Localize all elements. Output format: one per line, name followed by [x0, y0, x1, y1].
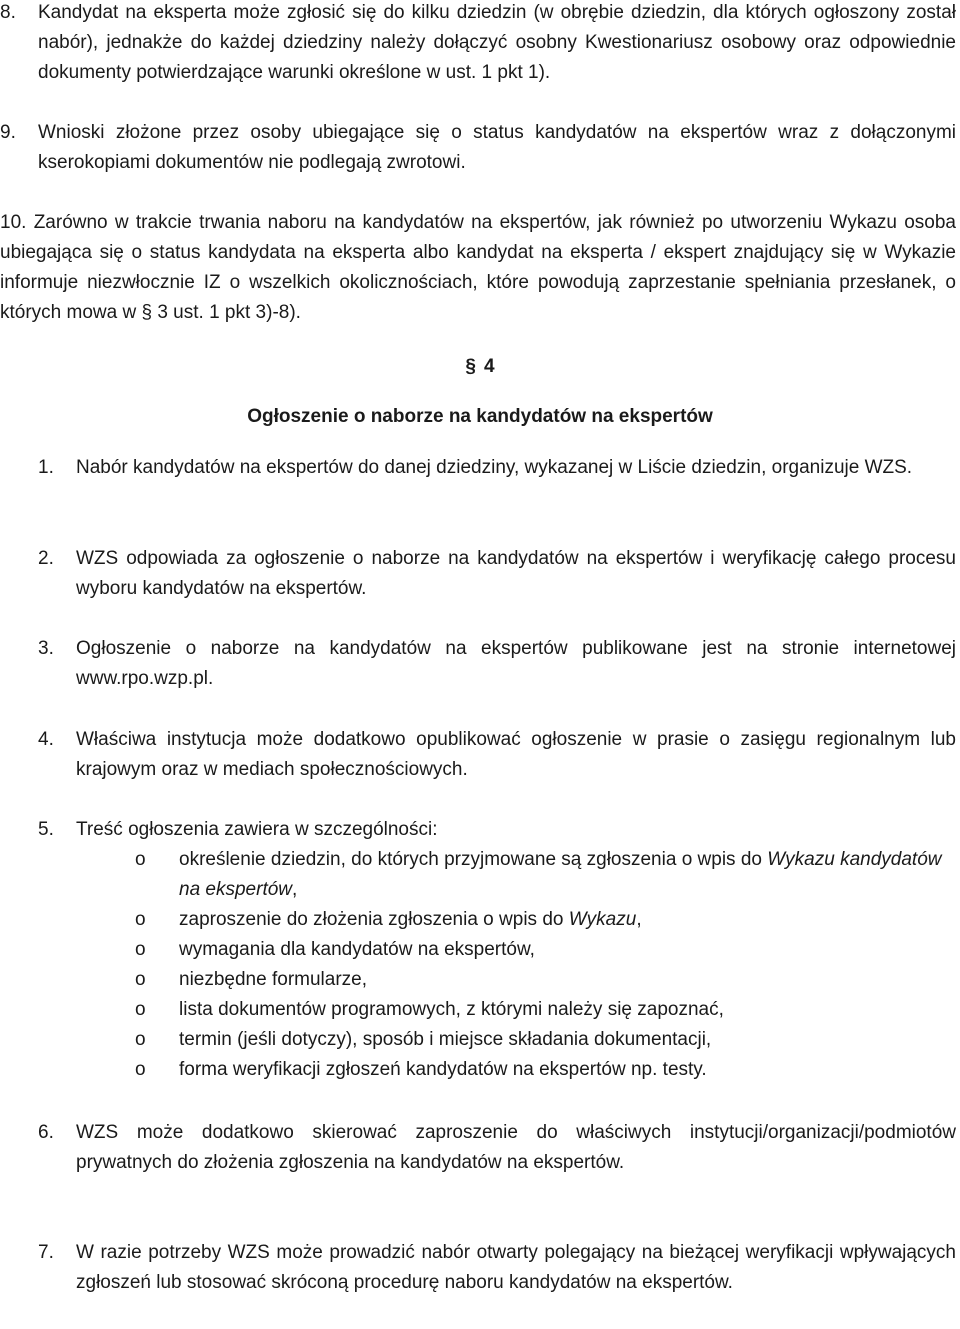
bullet-marker: o	[135, 999, 146, 1020]
bullet-marker: o	[135, 1029, 146, 1050]
list-item-text: Właściwa instytucja może dodatkowo opublikować ogłoszenie w prasie o zasięgu regionalnym lub krajowym oraz w mediach społecznościowych.	[76, 729, 956, 780]
list-item-number: 3.	[38, 638, 54, 659]
list-item-number: 7.	[38, 1242, 54, 1263]
bullet-text: wymagania dla kandydatów na ekspertów,	[179, 939, 535, 960]
list-item-text: W razie potrzeby WZS może prowadzić nabór otwarty polegający na bieżącej weryfikacji wpływających zgłoszeń lub stosować skróconą procedurę naboru kandydatów na ekspertów.	[76, 1242, 956, 1293]
bullet-item	[135, 965, 955, 995]
bullet-text: niezbędne formularze,	[179, 969, 367, 990]
paragraph-text: Wnioski złożone przez osoby ubiegające się o status kandydatów na ekspertów wraz z dołączonymi kserokopiami dokumentów nie podlegają zwrotowi.	[38, 122, 956, 173]
list-item-number: 5.	[38, 819, 54, 840]
bullet-text-italic: Wykazu	[568, 909, 637, 930]
bullet-item	[135, 1025, 955, 1055]
bullet-text-end: ,	[636, 909, 642, 930]
list-item-3	[38, 634, 956, 694]
bullet-item	[135, 845, 955, 905]
paragraph-text-with-number	[0, 208, 956, 328]
bullet-item	[135, 935, 955, 965]
list-item-text: Nabór kandydatów na ekspertów do danej dziedziny, wykazanej w Liście dziedzin, organizuje WZS.	[76, 457, 913, 478]
list-item-number: 6.	[38, 1122, 54, 1143]
bullet-item	[135, 905, 955, 935]
bullet-marker: o	[135, 1059, 146, 1080]
list-item-text: Ogłoszenie o naborze na kandydatów na ekspertów publikowane jest na stronie internetowej www.rpo.wzp.pl.	[76, 638, 956, 689]
list-item-5	[38, 815, 956, 845]
paragraph-number: 8.	[0, 2, 16, 23]
paragraph-10	[0, 208, 956, 328]
list-item-number: 4.	[38, 729, 54, 750]
list-item-2	[38, 544, 956, 604]
bullet-text: termin (jeśli dotyczy), sposób i miejsce składania dokumentacji,	[179, 1029, 712, 1050]
paragraph-number: 9.	[0, 122, 16, 143]
section-number	[0, 352, 960, 382]
list-item-6	[38, 1118, 956, 1178]
list-item-text: WZS odpowiada za ogłoszenie o naborze na kandydatów na ekspertów i weryfikację całego procesu wyboru kandydatów na ekspertów.	[76, 548, 956, 599]
section-title: Ogłoszenie o naborze na kandydatów na ekspertów	[247, 406, 713, 427]
list-item-number: 2.	[38, 548, 54, 569]
list-item-7	[38, 1238, 956, 1298]
bullet-text: forma weryfikacji zgłoszeń kandydatów na ekspertów np. testy.	[179, 1059, 707, 1080]
paragraph-text: Kandydat na eksperta może zgłosić się do kilku dziedzin (w obrębie dziedzin, dla których ogłoszony został nabór), jednakże do każdej dziedziny należy dołączyć osobny Kwestionariusz osobowy oraz odpowiednie dokumenty potwierdzające warunki określone w ust. 1 pkt 1).	[38, 2, 956, 83]
section-number-value: 4	[484, 356, 495, 377]
list-item-4	[38, 725, 956, 785]
bullet-item	[135, 1055, 955, 1085]
bullet-text: lista dokumentów programowych, z którymi należy się zapoznać,	[179, 999, 724, 1020]
list-item-1	[38, 453, 956, 483]
paragraph-text: Zarówno w trakcie trwania naboru na kandydatów na ekspertów, jak również po utworzeniu Wykazu osoba ubiegająca się o status kandydata na eksperta albo kandydat na eksperta / ekspert znajdujący się w Wykazie informuje niezwłocznie IZ o wszelkich okolicznościach, które powodują zaprzestanie spełniania przesłanek, o których mowa w § 3 ust. 1 pkt 3)-8).	[0, 212, 956, 323]
list-item-text: Treść ogłoszenia zawiera w szczególności:	[76, 819, 438, 840]
paragraph-number: 10.	[0, 212, 27, 233]
paragraph-9	[0, 118, 956, 178]
bullet-text: określenie dziedzin, do których przyjmowane są zgłoszenia o wpis do	[179, 849, 768, 870]
bullet-text: zaproszenie do złożenia zgłoszenia o wpis do	[179, 909, 569, 930]
bullet-text-italic: Wykazu kandydatów na ekspertów	[179, 849, 942, 900]
bullet-list	[135, 845, 955, 1085]
bullet-text-end: ,	[292, 879, 298, 900]
list-item-text: WZS może dodatkowo skierować zaproszenie do właściwych instytucji/organizacji/podmiotów prywatnych do złożenia zgłoszenia na kandydatów na ekspertów.	[76, 1122, 956, 1173]
bullet-marker: o	[135, 939, 146, 960]
bullet-item	[135, 995, 955, 1025]
list-item-number: 1.	[38, 457, 54, 478]
section-sign: §	[465, 356, 476, 377]
paragraph-8	[0, 0, 956, 88]
bullet-marker: o	[135, 909, 146, 930]
bullet-marker: o	[135, 849, 146, 870]
bullet-marker: o	[135, 969, 146, 990]
